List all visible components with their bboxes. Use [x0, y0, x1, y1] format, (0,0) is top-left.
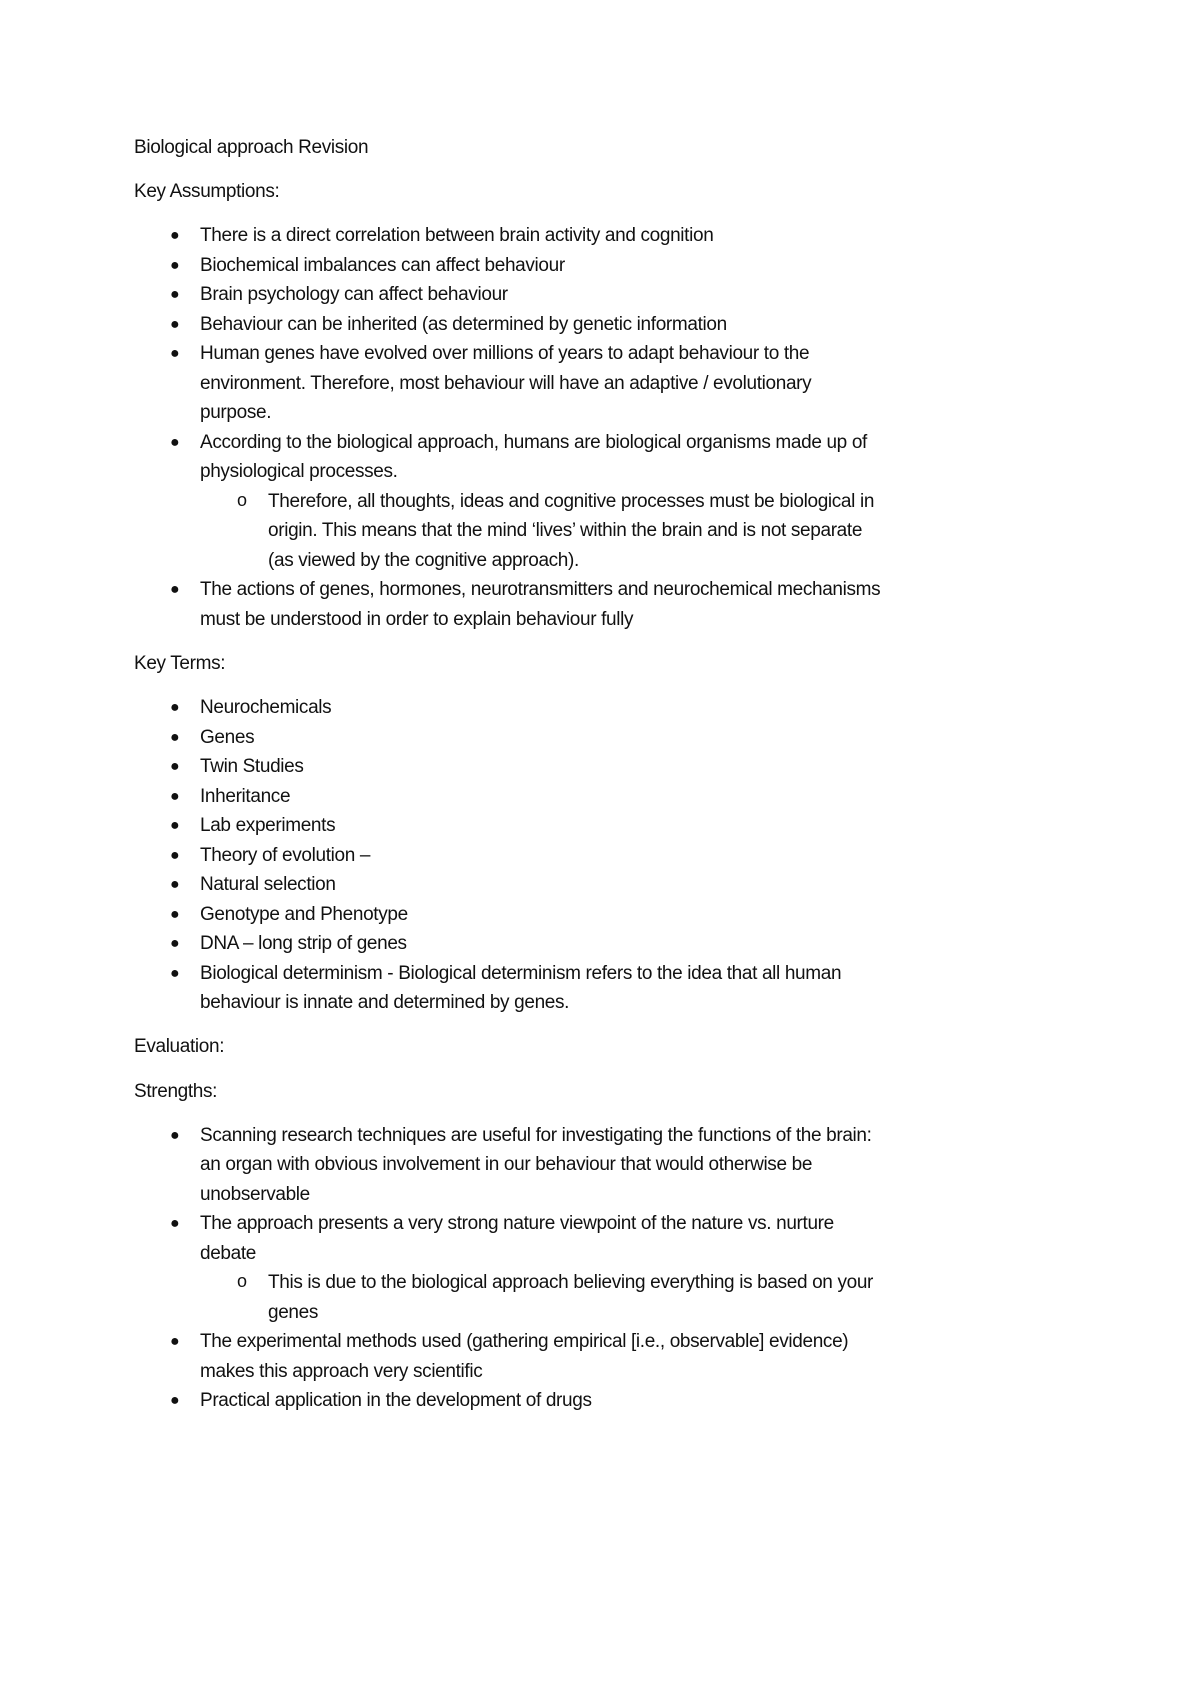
list-item-text: There is a direct correlation between brain activity and cognition — [200, 225, 714, 247]
list-item-text: Practical application in the development of drugs — [200, 1390, 592, 1412]
section-heading: Evaluation: — [134, 1036, 225, 1058]
bullet-icon: ● — [170, 345, 180, 363]
list-item — [134, 1121, 1094, 1210]
list-item-text: an organ with obvious involvement in our behaviour that would otherwise be — [200, 1154, 813, 1176]
bullet-list — [134, 693, 1094, 1018]
bullet-list — [134, 1121, 1094, 1416]
bullet-icon: ● — [170, 846, 180, 864]
list-item — [134, 428, 1094, 487]
list-item-text: Biochemical imbalances can affect behaviour — [200, 254, 565, 276]
list-item-text: DNA – long strip of genes — [200, 933, 407, 955]
list-item-text: behaviour is innate and determined by genes. — [200, 992, 570, 1014]
list-item — [134, 752, 1094, 782]
bullet-icon: ● — [170, 581, 180, 599]
list-item-text: Twin Studies — [200, 756, 304, 778]
list-item-text: Lab experiments — [200, 815, 336, 837]
list-item — [134, 782, 1094, 812]
section-heading: Key Terms: — [134, 653, 226, 675]
list-item-text: Brain psychology can affect behaviour — [200, 284, 508, 306]
bullet-icon: ● — [170, 1333, 180, 1351]
bullet-icon: ● — [170, 699, 180, 717]
bullet-icon: ● — [170, 1215, 180, 1233]
bullet-icon: ● — [170, 1392, 180, 1410]
sub-list-item-text: Therefore, all thoughts, ideas and cognitive processes must be biological in — [268, 490, 875, 512]
list-item — [134, 811, 1094, 841]
section-heading: Key Assumptions: — [134, 181, 280, 203]
bullet-icon: ● — [170, 315, 180, 333]
list-item — [134, 959, 1094, 1018]
sub-bullet-icon: o — [237, 1271, 247, 1292]
list-item-text: According to the biological approach, humans are biological organisms made up of — [200, 431, 867, 453]
list-item-text: physiological processes. — [200, 461, 398, 483]
bullet-icon: ● — [170, 758, 180, 776]
bullet-icon: ● — [170, 817, 180, 835]
document-body — [134, 177, 1094, 1416]
bullet-icon: ● — [170, 433, 180, 451]
section-heading: Strengths: — [134, 1080, 218, 1102]
list-item-text: The approach presents a very strong nature viewpoint of the nature vs. nurture — [200, 1213, 834, 1235]
bullet-icon: ● — [170, 1126, 180, 1144]
sub-list-item-text: This is due to the biological approach believing everything is based on your — [268, 1272, 874, 1294]
list-item-text: Behaviour can be inherited (as determined by genetic information — [200, 313, 727, 335]
list-item-text: Natural selection — [200, 874, 336, 896]
bullet-icon: ● — [170, 787, 180, 805]
list-item — [134, 900, 1094, 930]
list-item-text: unobservable — [200, 1183, 310, 1205]
list-item — [134, 1386, 1094, 1416]
list-item-text: The experimental methods used (gathering empirical [i.e., observable] evidence) — [200, 1331, 849, 1353]
list-item-text: Scanning research techniques are useful for investigating the functions of the brain: — [200, 1124, 872, 1146]
list-item — [134, 693, 1094, 723]
bullet-icon: ● — [170, 935, 180, 953]
list-item-text: Theory of evolution – — [200, 844, 371, 866]
list-item-text: Neurochemicals — [200, 697, 332, 719]
list-item — [134, 1209, 1094, 1268]
list-item-text: debate — [200, 1242, 257, 1264]
bullet-icon: ● — [170, 728, 180, 746]
list-item-text: Genes — [200, 726, 255, 748]
sub-list-item-text: (as viewed by the cognitive approach). — [268, 549, 579, 571]
list-item — [134, 280, 1094, 310]
list-item — [134, 221, 1094, 251]
bullet-icon: ● — [170, 256, 180, 274]
bullet-icon: ● — [170, 286, 180, 304]
document-title: Biological approach Revision — [134, 137, 369, 158]
list-item-text: Inheritance — [200, 785, 291, 807]
sub-list-item — [134, 487, 1094, 576]
list-item-text: makes this approach very scientific — [200, 1360, 483, 1382]
list-item-text: Genotype and Phenotype — [200, 903, 408, 925]
sub-list-item-text: genes — [268, 1301, 319, 1323]
list-item-text: must be understood in order to explain behaviour fully — [200, 608, 634, 630]
list-item — [134, 251, 1094, 281]
list-item-text: environment. Therefore, most behaviour will have an adaptive / evolutionary — [200, 372, 812, 394]
list-item — [134, 339, 1094, 428]
list-item — [134, 870, 1094, 900]
bullet-icon: ● — [170, 905, 180, 923]
list-item — [134, 723, 1094, 753]
bullet-list — [134, 221, 1094, 634]
sub-bullet-icon: o — [237, 489, 247, 510]
list-item — [134, 841, 1094, 871]
sub-list-item-text: origin. This means that the mind ‘lives’ within the brain and is not separate — [268, 520, 863, 542]
list-item-text: purpose. — [200, 402, 272, 424]
list-item-text: The actions of genes, hormones, neurotransmitters and neurochemical mechanisms — [200, 579, 881, 601]
list-item — [134, 575, 1094, 634]
document-page — [134, 133, 1094, 1431]
list-item — [134, 1327, 1094, 1386]
list-item-text: Biological determinism - Biological determinism refers to the idea that all human — [200, 962, 842, 984]
bullet-icon: ● — [170, 227, 180, 245]
bullet-icon: ● — [170, 964, 180, 982]
list-item — [134, 929, 1094, 959]
sub-list-item — [134, 1268, 1094, 1327]
list-item-text: Human genes have evolved over millions of years to adapt behaviour to the — [200, 343, 810, 365]
bullet-icon: ● — [170, 876, 180, 894]
list-item — [134, 310, 1094, 340]
